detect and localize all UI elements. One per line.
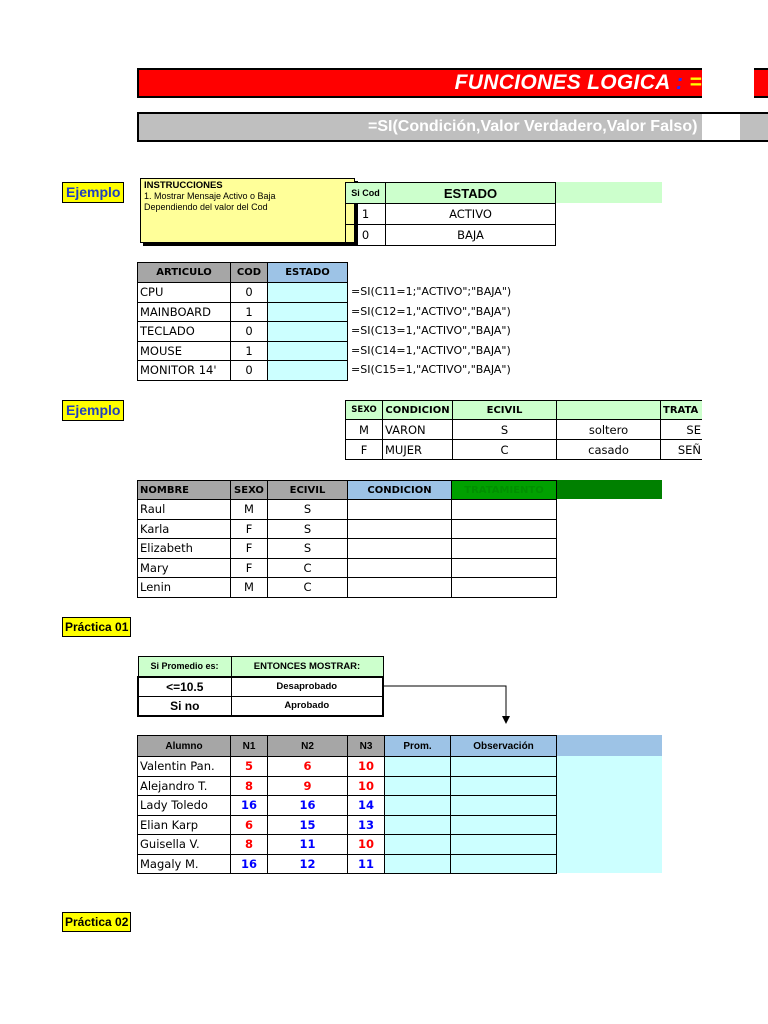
- person-name[interactable]: Elizabeth: [138, 539, 231, 559]
- grade-n3[interactable]: 14: [348, 796, 385, 816]
- header-articulo: ARTICULO: [138, 263, 231, 283]
- header-condicion: CONDICION: [383, 401, 453, 420]
- student-observacion[interactable]: [451, 835, 557, 855]
- person-condicion[interactable]: [348, 558, 452, 578]
- grade-n2[interactable]: 6: [268, 757, 348, 777]
- lookup-header-cod: Si Cod: [346, 183, 386, 204]
- formula-text: =SI(C11=1;"ACTIVO";"BAJA"): [351, 285, 512, 298]
- header-ecivil: ECIVIL: [453, 401, 557, 420]
- header-si-promedio: Si Promedio es:: [138, 657, 231, 677]
- person-condicion[interactable]: [348, 500, 452, 520]
- article-estado[interactable]: [268, 322, 348, 342]
- person-tratamiento[interactable]: [452, 558, 557, 578]
- person-sexo[interactable]: F: [231, 558, 268, 578]
- person-sexo[interactable]: M: [231, 500, 268, 520]
- grade-n1[interactable]: 8: [231, 835, 268, 855]
- student-prom[interactable]: [385, 776, 451, 796]
- person-name[interactable]: Karla: [138, 519, 231, 539]
- title-gap: [702, 68, 754, 98]
- lookup2-cell[interactable]: VARON: [383, 420, 453, 440]
- blue-band: [557, 735, 662, 756]
- lookup-cell[interactable]: 0: [346, 225, 386, 246]
- grade-n3[interactable]: 10: [348, 835, 385, 855]
- person-condicion[interactable]: [348, 539, 452, 559]
- header-nombre: NOMBRE: [138, 481, 231, 500]
- article-name[interactable]: MOUSE: [138, 341, 231, 361]
- header-entonces: ENTONCES MOSTRAR:: [231, 657, 383, 677]
- article-name[interactable]: TECLADO: [138, 322, 231, 342]
- person-ecivil[interactable]: S: [268, 539, 348, 559]
- lookup2-cell[interactable]: C: [453, 440, 557, 460]
- article-cod[interactable]: 0: [231, 283, 268, 303]
- article-estado[interactable]: [268, 361, 348, 381]
- practica-label-1: Práctica 01: [62, 617, 131, 637]
- lookup2-cell[interactable]: S: [453, 420, 557, 440]
- article-cod[interactable]: 0: [231, 361, 268, 381]
- grade-n1[interactable]: 8: [231, 776, 268, 796]
- grade-n1[interactable]: 5: [231, 757, 268, 777]
- person-name[interactable]: Raul: [138, 500, 231, 520]
- grade-n3[interactable]: 10: [348, 776, 385, 796]
- page-title: FUNCIONES LOGICA : =: [454, 71, 702, 94]
- article-estado[interactable]: [268, 283, 348, 303]
- grade-n2[interactable]: 12: [268, 854, 348, 874]
- person-tratamiento[interactable]: [452, 519, 557, 539]
- grade-n2[interactable]: 16: [268, 796, 348, 816]
- condition-cell[interactable]: Si no: [138, 696, 231, 716]
- header-n2: N2: [268, 736, 348, 757]
- condition-cell[interactable]: <=10.5: [138, 677, 231, 697]
- student-observacion[interactable]: [451, 854, 557, 874]
- people-table: [137, 480, 557, 598]
- student-prom[interactable]: [385, 835, 451, 855]
- student-prom[interactable]: [385, 815, 451, 835]
- article-name[interactable]: MONITOR 14': [138, 361, 231, 381]
- ejemplo-label-1: Ejemplo: [62, 182, 124, 203]
- student-name[interactable]: Elian Karp: [138, 815, 231, 835]
- student-observacion[interactable]: [451, 776, 557, 796]
- person-tratamiento[interactable]: [452, 539, 557, 559]
- header-ecivil: ECIVIL: [268, 481, 348, 500]
- header-alumno: Alumno: [138, 736, 231, 757]
- person-ecivil[interactable]: S: [268, 500, 348, 520]
- article-estado[interactable]: [268, 302, 348, 322]
- instructions-title: INSTRUCCIONES: [144, 180, 223, 191]
- grade-n1[interactable]: 16: [231, 854, 268, 874]
- person-sexo[interactable]: F: [231, 539, 268, 559]
- person-condicion[interactable]: [348, 519, 452, 539]
- cyan-band: [557, 756, 662, 873]
- practica-label-2: Práctica 02: [62, 912, 131, 932]
- lookup2-cell[interactable]: SE: [661, 420, 725, 440]
- condicion-lookup-table: [345, 400, 725, 460]
- articles-table: [137, 262, 348, 381]
- student-name[interactable]: Lady Toledo: [138, 796, 231, 816]
- instructions-line1: 1. Mostrar Mensaje Activo o Baja: [144, 191, 276, 201]
- student-name[interactable]: Magaly M.: [138, 854, 231, 874]
- article-name[interactable]: MAINBOARD: [138, 302, 231, 322]
- connector-arrow: [380, 682, 520, 726]
- lookup-cell[interactable]: BAJA: [386, 225, 556, 246]
- student-observacion[interactable]: [451, 796, 557, 816]
- person-tratamiento[interactable]: [452, 500, 557, 520]
- student-name[interactable]: Alejandro T.: [138, 776, 231, 796]
- lookup2-cell[interactable]: soltero: [557, 420, 661, 440]
- header-estado: ESTADO: [268, 263, 348, 283]
- person-condicion[interactable]: [348, 578, 452, 598]
- lookup2-cell[interactable]: F: [346, 440, 383, 460]
- grade-n2[interactable]: 9: [268, 776, 348, 796]
- lookup2-cell[interactable]: M: [346, 420, 383, 440]
- student-prom[interactable]: [385, 757, 451, 777]
- instructions-line2: Dependiendo del valor del Cod: [144, 202, 268, 212]
- person-tratamiento[interactable]: [452, 578, 557, 598]
- result-cell[interactable]: Desaprobado: [231, 677, 383, 697]
- article-cod[interactable]: 1: [231, 302, 268, 322]
- syntax-bar: [137, 112, 768, 142]
- formula-text: =SI(C13=1,"ACTIVO","BAJA"): [351, 324, 511, 337]
- student-name[interactable]: Valentin Pan.: [138, 757, 231, 777]
- student-observacion[interactable]: [451, 815, 557, 835]
- student-prom[interactable]: [385, 796, 451, 816]
- green-highlight: [556, 182, 662, 203]
- promedio-lookup-table: [137, 656, 384, 717]
- person-ecivil[interactable]: S: [268, 519, 348, 539]
- syntax-text: =SI(Condición,Valor Verdadero,Valor Falso): [368, 118, 698, 135]
- grade-n3[interactable]: 11: [348, 854, 385, 874]
- header-blank: [557, 401, 661, 420]
- formula-text: =SI(C14=1,"ACTIVO","BAJA"): [351, 343, 511, 357]
- student-observacion[interactable]: [451, 757, 557, 777]
- grades-table: [137, 735, 557, 874]
- result-cell[interactable]: Aprobado: [231, 696, 383, 716]
- person-name[interactable]: Mary: [138, 558, 231, 578]
- header-condicion: CONDICION: [348, 481, 452, 500]
- instructions-note: [140, 178, 355, 243]
- ejemplo-label-2: Ejemplo: [62, 400, 124, 421]
- article-name[interactable]: CPU: [138, 283, 231, 303]
- formula-text: =SI(C15=1,"ACTIVO","BAJA"): [351, 363, 511, 376]
- article-cod[interactable]: 1: [231, 341, 268, 361]
- grade-n1[interactable]: 16: [231, 796, 268, 816]
- green-band: [557, 480, 662, 499]
- person-ecivil[interactable]: C: [268, 558, 348, 578]
- lookup2-cell[interactable]: SEÑ: [661, 440, 725, 460]
- person-sexo[interactable]: F: [231, 519, 268, 539]
- header-n3: N3: [348, 736, 385, 757]
- lookup2-cell[interactable]: MUJER: [383, 440, 453, 460]
- title-bar: [137, 68, 768, 98]
- person-name[interactable]: Lenin: [138, 578, 231, 598]
- formula-text: =SI(C12=1,"ACTIVO","BAJA"): [351, 304, 511, 318]
- header-n1: N1: [231, 736, 268, 757]
- person-sexo[interactable]: M: [231, 578, 268, 598]
- formula-list: [351, 282, 511, 380]
- grade-n2[interactable]: 11: [268, 835, 348, 855]
- header-prom: Prom.: [385, 736, 451, 757]
- header-cod: COD: [231, 263, 268, 283]
- lookup-header-estado: ESTADO: [386, 183, 556, 204]
- article-estado[interactable]: [268, 341, 348, 361]
- header-tratamiento: TRATAMIENTO: [452, 481, 557, 500]
- grade-n2[interactable]: 15: [268, 815, 348, 835]
- header-sexo: SEXO: [231, 481, 268, 500]
- person-ecivil[interactable]: C: [268, 578, 348, 598]
- article-cod[interactable]: 0: [231, 322, 268, 342]
- header-trata: TRATA: [661, 401, 725, 420]
- student-name[interactable]: Guisella V.: [138, 835, 231, 855]
- lookup2-cell[interactable]: casado: [557, 440, 661, 460]
- estado-lookup-table: [345, 182, 556, 246]
- header-observacion: Observación: [451, 736, 557, 757]
- grade-n1[interactable]: 6: [231, 815, 268, 835]
- grade-n3[interactable]: 10: [348, 757, 385, 777]
- student-prom[interactable]: [385, 854, 451, 874]
- clip-mask: [702, 398, 768, 462]
- header-sexo: SEXO: [346, 401, 383, 420]
- grade-n3[interactable]: 13: [348, 815, 385, 835]
- lookup-cell[interactable]: 1: [346, 204, 386, 225]
- lookup-cell[interactable]: ACTIVO: [386, 204, 556, 225]
